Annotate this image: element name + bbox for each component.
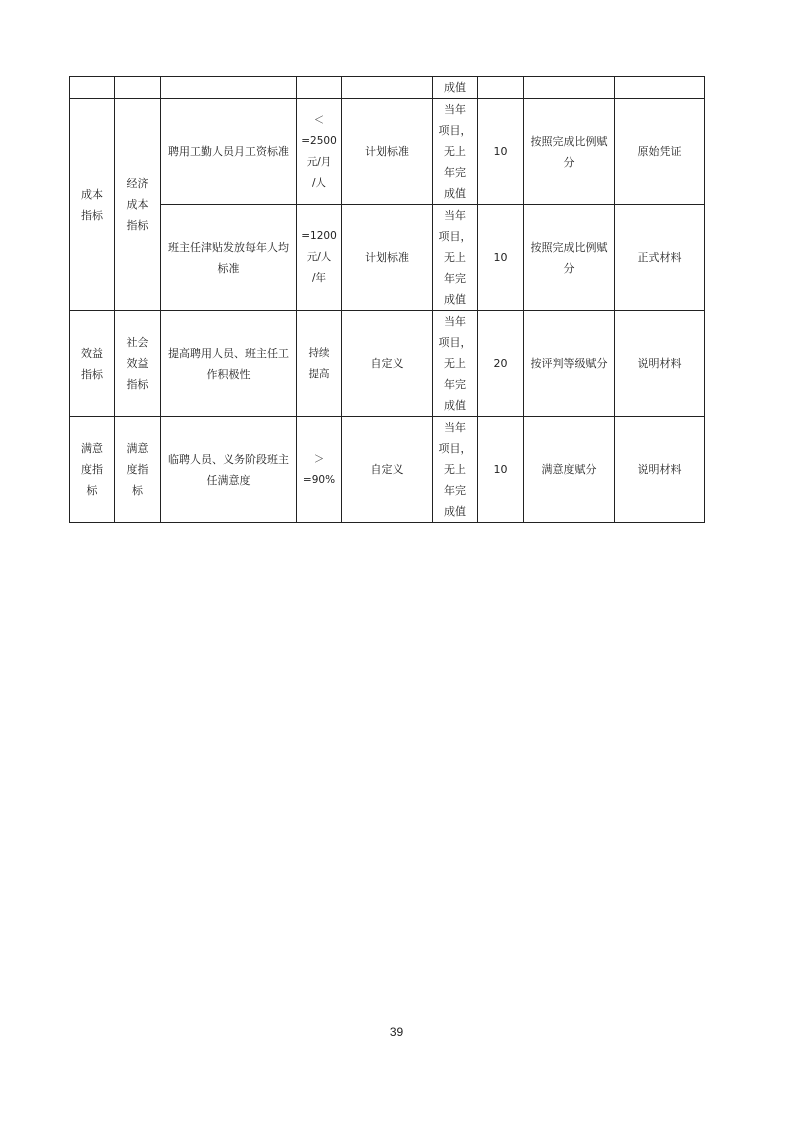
indicator-cell: 班主任津贴发放每年人均标准 — [161, 205, 297, 311]
table-row — [70, 311, 705, 417]
table-cell — [161, 77, 297, 99]
table-cell — [115, 77, 161, 99]
history-cell: 当年 项目， 无上 年完 成值 — [433, 417, 478, 523]
indicator-cell: 聘用工勤人员月工资标准 — [161, 99, 297, 205]
standard-cell: 计划标准 — [342, 205, 433, 311]
table-row — [70, 205, 705, 311]
scoring-cell: 按照完成比例赋 分 — [524, 205, 615, 311]
evidence-cell: 原始凭证 — [615, 99, 705, 205]
table-cell — [297, 77, 342, 99]
evidence-cell: 说明材料 — [615, 311, 705, 417]
weight-cell: 10 — [478, 99, 524, 205]
standard-cell: 自定义 — [342, 311, 433, 417]
group-benefit-cell: 效益 指标 — [70, 311, 115, 417]
table-cell — [478, 77, 524, 99]
weight-cell: 20 — [478, 311, 524, 417]
target-cell: =1200 元/人 /年 — [297, 205, 342, 311]
performance-indicator-table — [69, 76, 705, 523]
target-cell: ＞ =90% — [297, 417, 342, 523]
table-cell — [615, 77, 705, 99]
scoring-cell: 按评判等级赋分 — [524, 311, 615, 417]
page-number: 39 — [389, 1025, 404, 1039]
group-satisfaction-cell: 满意 度指 标 — [70, 417, 115, 523]
table-row — [70, 417, 705, 523]
subgroup-economic-cost-cell: 经济 成本 指标 — [115, 99, 161, 311]
scoring-cell: 满意度赋分 — [524, 417, 615, 523]
table-row — [70, 77, 705, 99]
group-cost-cell: 成本 指标 — [70, 99, 115, 311]
evidence-cell: 正式材料 — [615, 205, 705, 311]
table-cell: 成值 — [433, 77, 478, 99]
subgroup-social-benefit-cell: 社会 效益 指标 — [115, 311, 161, 417]
table-cell — [524, 77, 615, 99]
table-cell — [342, 77, 433, 99]
weight-cell: 10 — [478, 417, 524, 523]
table-row — [70, 99, 705, 205]
indicator-cell: 临聘人员、义务阶段班主任满意度 — [161, 417, 297, 523]
weight-cell: 10 — [478, 205, 524, 311]
history-cell: 当年 项目， 无上 年完 成值 — [433, 205, 478, 311]
history-cell: 当年 项目， 无上 年完 成值 — [433, 311, 478, 417]
standard-cell: 自定义 — [342, 417, 433, 523]
table-cell — [70, 77, 115, 99]
evidence-cell: 说明材料 — [615, 417, 705, 523]
standard-cell: 计划标准 — [342, 99, 433, 205]
target-cell: 持续 提高 — [297, 311, 342, 417]
scoring-cell: 按照完成比例赋 分 — [524, 99, 615, 205]
history-cell: 当年 项目， 无上 年完 成值 — [433, 99, 478, 205]
subgroup-satisfaction-cell: 满意 度指 标 — [115, 417, 161, 523]
indicator-cell: 提高聘用人员、班主任工作积极性 — [161, 311, 297, 417]
target-cell: ＜ =2500 元/月 /人 — [297, 99, 342, 205]
